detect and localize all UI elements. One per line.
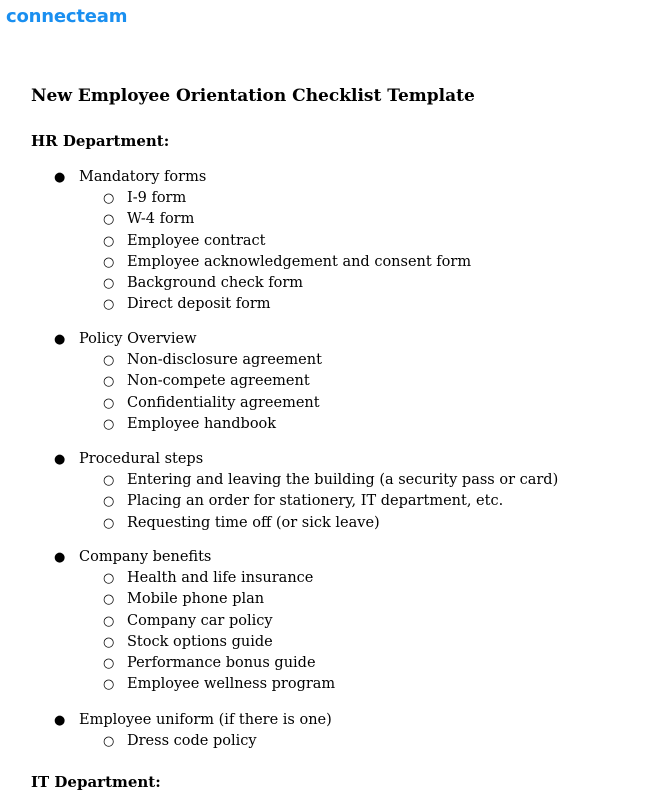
sub-bullet-icon: ○ [103,677,115,693]
sub-item-label: Entering and leaving the building (a security pass or card) [127,472,559,489]
sub-bullet-icon: ○ [103,212,115,228]
sub-bullet-icon: ○ [103,592,115,608]
bullet-icon: ● [54,713,66,728]
sub-bullet-icon: ○ [103,233,115,249]
sub-item-label: W-4 form [127,211,195,228]
sub-item-label: Dress code policy [127,733,257,750]
document-title: New Employee Orientation Checklist Template [31,86,475,106]
sub-item-label: Performance bonus guide [127,655,316,671]
sub-item-label: Non-compete agreement [127,373,310,390]
sub-item-label: Health and life insurance [127,570,314,587]
sub-item-label: I-9 form [127,190,187,207]
sub-item-label: Mobile phone plan [127,591,265,608]
sub-bullet-icon: ○ [103,656,115,671]
group-label: Employee uniform (if there is one) [79,712,332,728]
sub-bullet-icon: ○ [103,613,115,629]
group-label: Procedural steps [79,451,204,467]
sub-item-label: Background check form [127,275,304,291]
sub-item-label: Company car policy [127,612,273,629]
section-heading-it: IT Department: [31,773,161,791]
group-label: Mandatory forms [79,169,207,185]
bullet-icon: ● [54,550,66,565]
sub-bullet-icon: ○ [103,734,115,750]
sub-item-label: Requesting time off (or sick leave) [127,514,380,531]
group-label: Policy Overview [79,331,197,347]
sub-bullet-icon: ○ [103,494,115,510]
sub-bullet-icon: ○ [103,473,115,489]
sub-item-label: Stock options guide [127,633,273,650]
sub-item-label: Employee acknowledgement and consent form [127,253,472,270]
group-label: Company benefits [79,549,212,565]
connecteam-logo: connecteam [6,6,128,27]
sub-bullet-icon: ○ [103,395,115,411]
sub-bullet-icon: ○ [103,297,115,313]
sub-item-label: Placing an order for stationery, IT department, etc. [127,493,504,510]
sub-bullet-icon: ○ [103,571,115,587]
sub-item-label: Direct deposit form [127,296,271,313]
sub-item-label: Employee handbook [127,415,277,432]
sub-bullet-icon: ○ [103,276,115,291]
section-heading-hr: HR Department: [31,132,170,150]
bullet-icon: ● [54,332,66,347]
sub-item-label: Employee wellness program [127,676,336,693]
bullet-icon: ● [54,170,66,185]
sub-bullet-icon: ○ [103,515,115,531]
sub-item-label: Non-disclosure agreement [127,352,322,369]
bullet-icon: ● [54,452,66,467]
sub-item-label: Confidentiality agreement [127,394,320,411]
sub-bullet-icon: ○ [103,254,115,270]
sub-bullet-icon: ○ [103,191,115,207]
sub-bullet-icon: ○ [103,634,115,650]
sub-bullet-icon: ○ [103,416,115,432]
sub-bullet-icon: ○ [103,374,115,390]
sub-item-label: Employee contract [127,232,266,249]
sub-bullet-icon: ○ [103,353,115,369]
